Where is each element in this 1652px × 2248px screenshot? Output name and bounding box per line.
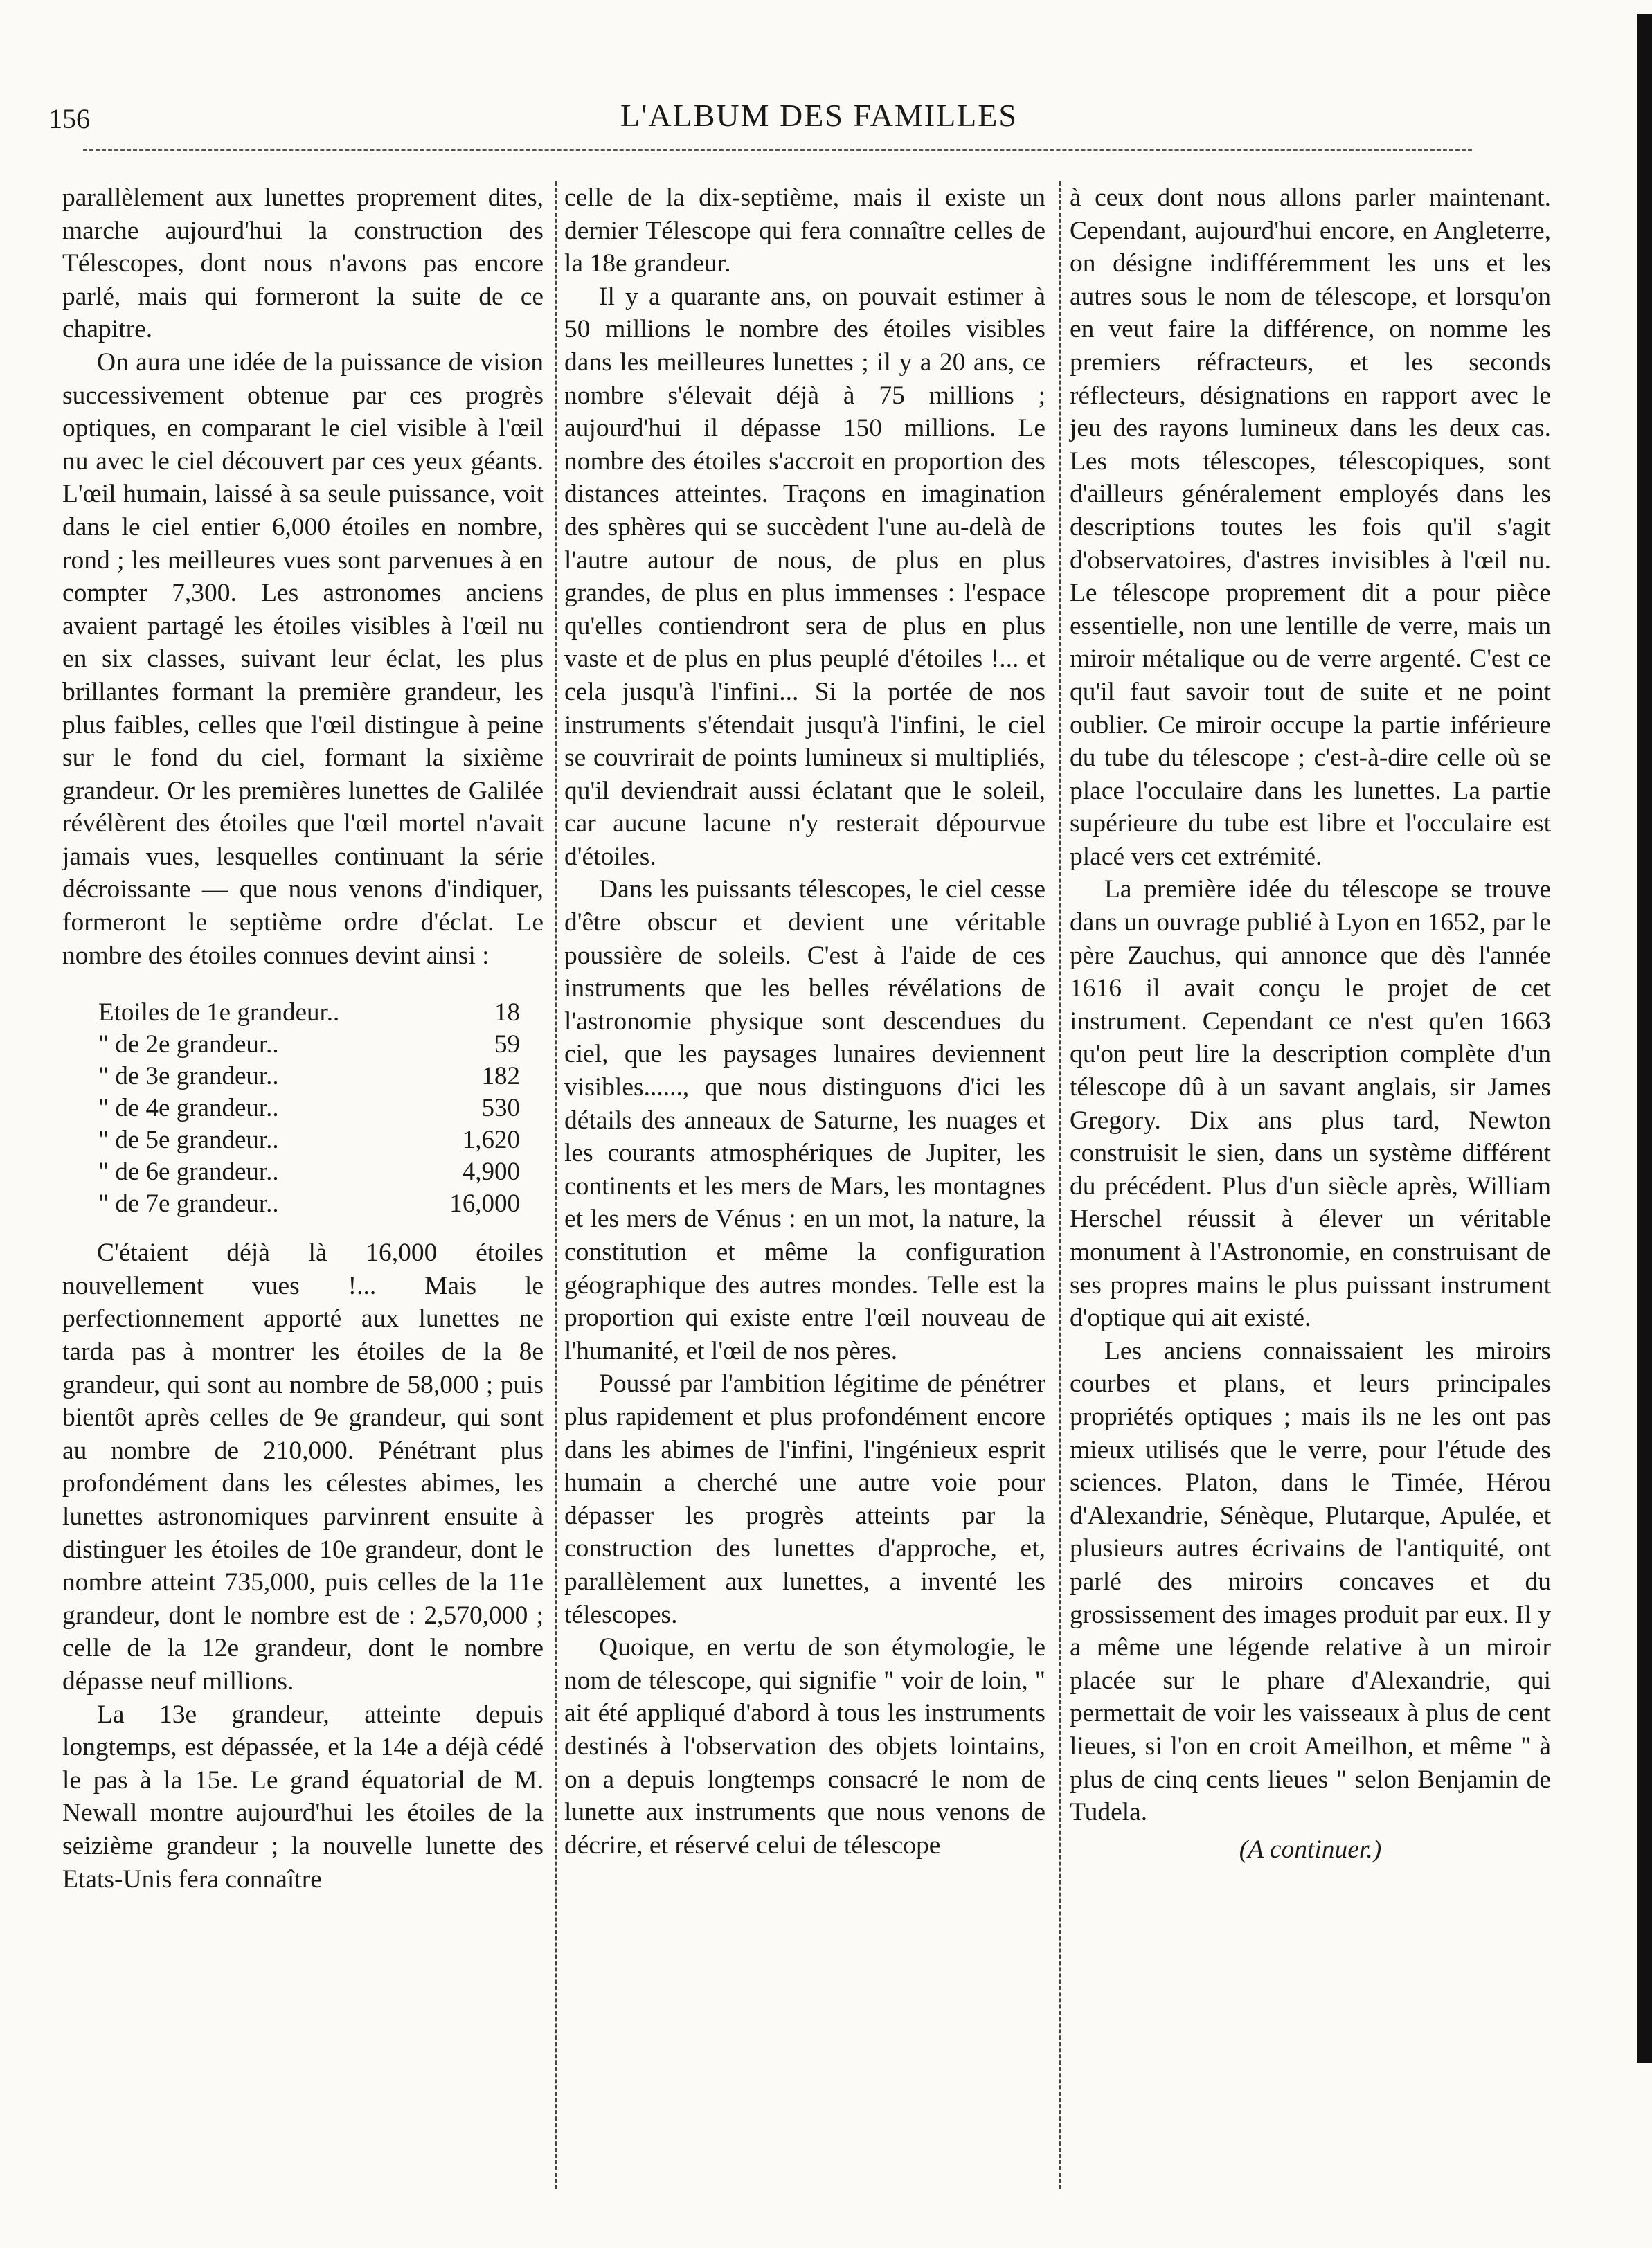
column-3 [1070, 181, 1551, 2175]
column-1 [62, 181, 544, 2175]
table-label: " de 7e grandeur.. [98, 1189, 279, 1219]
table-value: 1,620 [462, 1126, 520, 1155]
paragraph: Poussé par l'ambition légitime de pénétrer plus rapidement et plus profondément encore dans les abimes de l'infini, l'ingénieux esprit humain a cherché une autre voie pour dépasser les progrès atteints par la construction des lunettes d'approche, et, parallèlement aux lunettes, a inventé les télescopes. [564, 1369, 1045, 1629]
table-value: 530 [481, 1094, 520, 1123]
table-row [62, 1124, 544, 1156]
table-label: Etoiles de 1e grandeur.. [98, 998, 340, 1027]
running-title: L'ALBUM DES FAMILLES [620, 98, 1018, 133]
table-label: " de 3e grandeur.. [98, 1062, 279, 1091]
table-value: 4,900 [462, 1158, 520, 1187]
column-divider [1059, 181, 1061, 2189]
table-row [62, 1092, 544, 1124]
table-label: " de 6e grandeur.. [98, 1158, 279, 1187]
page-number: 156 [48, 103, 90, 134]
table-row [62, 1029, 544, 1061]
table-row [62, 1156, 544, 1188]
table-value: 59 [494, 1030, 520, 1059]
table-label: " de 2e grandeur.. [98, 1030, 279, 1059]
paragraph: C'étaient déjà là 16,000 étoiles nouvellement vues !... Mais le perfectionnement apporté aux lunettes ne tarda pas à montrer les étoiles de la 8e grandeur, qui sont au nombre de 58,000 ; puis bientôt après celles de 9e grandeur, qui sont au nombre de 210,000. Pénétrant plus profondément dans les célestes abimes, les lunettes astronomiques parvinrent ensuite à distinguer les étoiles de 10e grandeur, dont le nombre atteint 735,000, puis celles de la 11e grandeur, dont le nombre est de : 2,570,000 ; celle de la 12e grandeur, dont le nombre dépasse neuf millions. [62, 1239, 544, 1696]
table-label: " de 4e grandeur.. [98, 1094, 279, 1123]
table-value: 182 [481, 1062, 520, 1091]
table-row [62, 997, 544, 1029]
paragraph: Il y a quarante ans, on pouvait estimer à 50 millions le nombre des étoiles visibles dans les meilleures lunettes ; il y a 20 ans, ce nombre s'élevait déjà à 75 millions ; aujourd'hui il dépasse 150 millions. Le nombre des étoiles s'accroit en proportion des distances atteintes. Traçons en imagination des sphères qui se succèdent l'une au-delà de l'autre autour de nous, de plus en plus grandes, de plus en plus immenses : l'espace qu'elles contiendront sera de plus en plus vaste et de plus en plus peuplé d'étoiles !... et cela jusqu'à l'infini... Si la portée de nos instruments s'étendait jusqu'à l'infini, le ciel se couvrirait de points lumineux si multipliés, qu'il deviendrait aussi éclatant que le soleil, car aucune lacune n'y resterait dépourvue d'étoiles. [564, 282, 1045, 871]
page-header [48, 97, 1590, 145]
paragraph: à ceux dont nous allons parler maintenant. Cependant, aujourd'hui encore, en Angleterre, on désigne indifféremment les uns et les autres sous le nom de télescope, et lorsqu'on en veut faire la différence, on nomme les premiers réfracteurs, et les seconds réflecteurs, désignations en rapport avec le jeu des rayons lumineux dans les deux cas. Les mots télescopes, télescopiques, sont d'ailleurs généralement employés dans les descriptions toutes les fois qu'il s'agit d'observatoires, d'astres invisibles à l'œil nu. Le télescope proprement dit a pour pièce essentielle, non une lentille de verre, mais un miroir métalique ou de verre argenté. C'est ce qu'il faut savoir tout de suite et ne point oublier. Ce miroir occupe la partie inférieure du tube du télescope ; c'est-à-dire celle où se place l'occulaire dans les lunettes. La partie supérieure du tube est libre et l'occulaire est placé vers cet extrémité. [1070, 183, 1551, 871]
table-row [62, 1061, 544, 1092]
table-value: 16,000 [449, 1189, 520, 1219]
column-divider [555, 181, 557, 2189]
paragraph: Les anciens connaissaient les miroirs courbes et plans, et leurs principales propriétés optiques ; mais ils ne les ont pas mieux utilisés que le verre, pour l'étude des sciences. Platon, dans le Timée, Hérou d'Alexandrie, Sénèque, Plutarque, Apulée, et plusieurs autres écrivains de l'antiquité, ont parlé des miroirs concaves et du grossissement des images produit par eux. Il y a même une légende relative à un miroir placée sur le phare d'Alexandrie, qui permettait de voir les vaisseaux à plus de cent lieues, si l'on en croit Ameilhon, et même " à plus de cinq cents lieues " selon Benjamin de Tudela. [1070, 1336, 1551, 1827]
table-row [62, 1188, 544, 1220]
text-columns [62, 181, 1579, 2189]
header-rule [83, 149, 1472, 151]
star-magnitude-table [62, 997, 544, 1220]
table-label: " de 5e grandeur.. [98, 1126, 279, 1155]
paragraph: La 13e grandeur, atteinte depuis longtemps, est dépassée, et la 14e a déjà cédé le pas à la 15e. Le grand équatorial de M. Newall montre aujourd'hui les étoiles de la seizième grandeur ; la nouvelle lunette des Etats-Unis fera connaître [62, 1700, 544, 1894]
column-2 [564, 181, 1045, 2175]
paragraph: On aura une idée de la puissance de vision successivement obtenue par ces progrès optiques, en comparant le ciel visible à l'œil nu avec le ciel découvert par ces yeux géants. L'œil humain, laissé à sa seule puissance, voit dans le ciel entier 6,000 étoiles en nombre, rond ; les meilleures vues sont parvenues à en compter 7,300. Les astronomes anciens avaient partagé les étoiles visibles à l'œil nu en six classes, suivant leur éclat, les plus brillantes formant la première grandeur, les plus faibles, celles que l'œil distingue à peine sur le fond du ciel, formant la sixième grandeur. Or les premières lunettes de Galilée révélèrent des étoiles que l'œil mortel n'avait jamais vues, lesquelles continuant la série décroissante — que nous venons d'indiquer, formeront le septième ordre d'éclat. Le nombre des étoiles connues devint ainsi : [62, 348, 544, 970]
paragraph: La première idée du télescope se trouve dans un ouvrage publié à Lyon en 1652, par le père Zauchus, qui annonce que dès l'année 1616 il avait conçu le projet de cet instrument. Cependant ce n'est qu'en 1663 qu'on peut lire la description complète d'un télescope dû à un savant anglais, sir James Gregory. Dix ans plus tard, Newton construisit le sien, dans un système différent du précédent. Plus d'un siècle après, William Herschel réussit à élever un véritable monument à l'Astronomie, en construisant de ses propres mains le plus puissant instrument d'optique qui ait existé. [1070, 875, 1551, 1333]
paragraph: parallèlement aux lunettes proprement dites, marche aujourd'hui la construction des Télescopes, dont nous n'avons pas encore parlé, mais qui formeront la suite de ce chapitre. [62, 183, 544, 344]
to-be-continued-note: (A continuer.) [1239, 1835, 1382, 1864]
table-value: 18 [494, 998, 520, 1027]
paragraph: Quoique, en vertu de son étymologie, le nom de télescope, qui signifie " voir de loin, " ait été appliqué d'abord à tous les instruments destinés à l'observation des objets lointains, on a depuis longtemps consacré le nom de lunette aux instruments que nous venons de décrire, et réservé celui de télescope [564, 1633, 1045, 1860]
paragraph: celle de la dix-septième, mais il existe un dernier Télescope qui fera connaître celles de la 18e grandeur. [564, 183, 1045, 278]
paragraph: Dans les puissants télescopes, le ciel cesse d'être obscur et devient une véritable poussière de soleils. C'est à l'aide de ces instruments que les belles révélations de l'astronomie physique sont descendues du ciel, que les paysages lunaires deviennent visibles......, que nous distinguons d'ici les détails des anneaux de Saturne, les nuages et les courants atmosphériques de Jupiter, les continents et les mers de Mars, les montagnes et les mers de Vénus : en un mot, la nature, la constitution et même la configuration géographique des autres mondes. Telle est la proportion qui existe entre l'œil nouveau de l'humanité, et l'œil de nos pères. [564, 875, 1045, 1365]
page-edge-shadow [1637, 14, 1652, 2063]
